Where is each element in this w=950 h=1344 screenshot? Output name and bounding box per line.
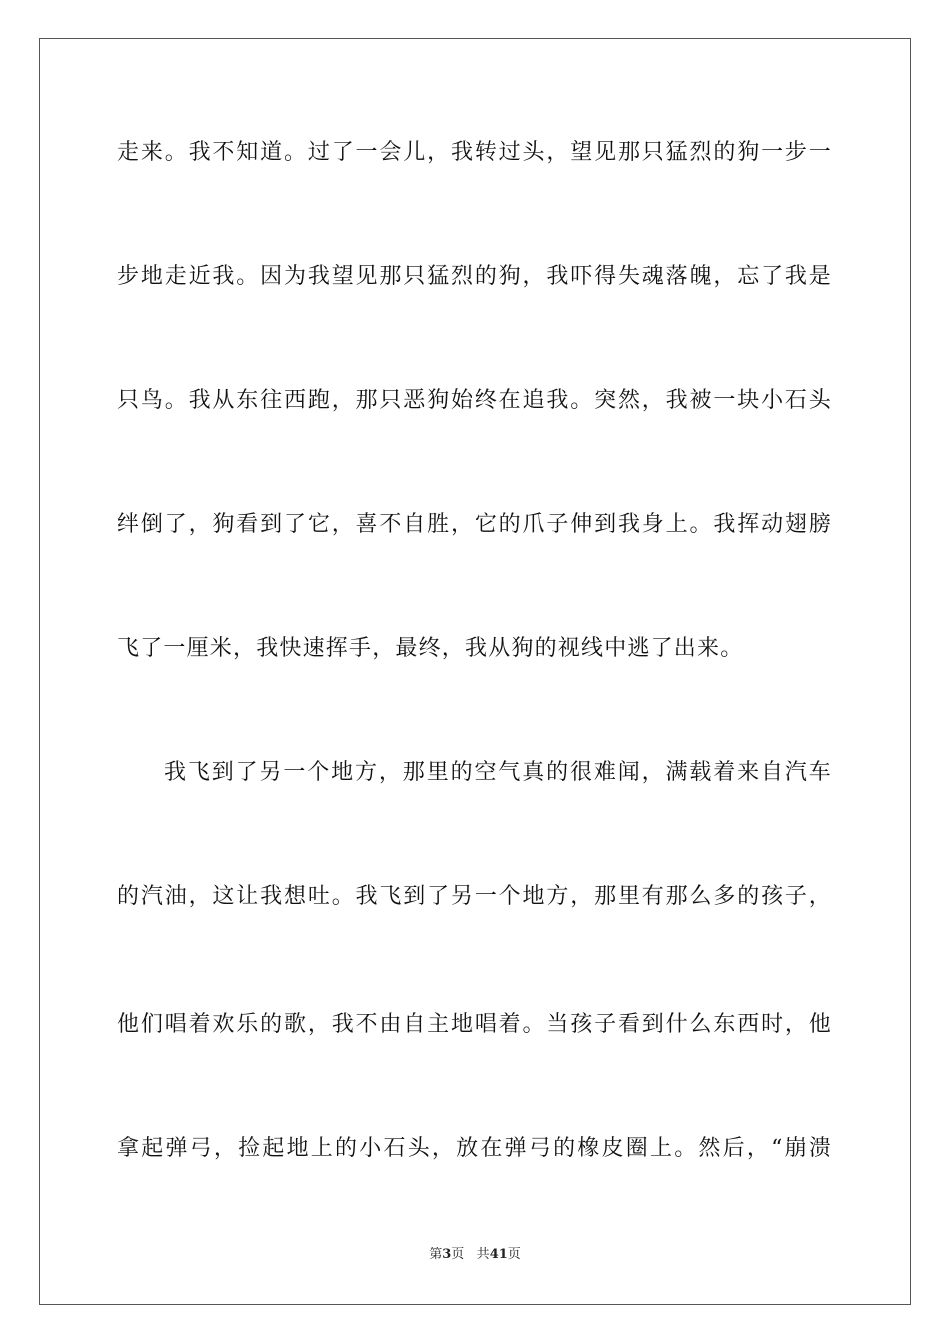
page-suffix: 页 [451, 1247, 465, 1262]
total-suffix: 页 [507, 1247, 521, 1262]
text-line-7: 的汽油，这让我想吐。我飞到了另一个地方，那里有那么多的孩子， [117, 884, 832, 909]
text-line-5: 飞了一厘米，我快速挥手，最终，我从狗的视线中逃了出来。 [117, 636, 744, 661]
total-pages: 41 [489, 1247, 508, 1262]
text-line-4: 绊倒了，狗看到了它，喜不自胜，它的爪子伸到我身上。我挥动翅膀 [117, 512, 832, 537]
text-line-3: 只鸟。我从东往西跑，那只恶狗始终在追我。突然，我被一块小石头 [117, 388, 832, 413]
text-line-9: 拿起弹弓，捡起地上的小石头，放在弹弓的橡皮圈上。然后，“崩溃 [117, 1136, 832, 1161]
total-prefix: 共 [476, 1247, 490, 1262]
page-prefix: 第 [429, 1247, 443, 1262]
text-line-6: 我飞到了另一个地方，那里的空气真的很难闻，满载着来自汽车 [164, 760, 832, 785]
text-line-1: 走来。我不知道。过了一会儿，我转过头，望见那只猛烈的狗一步一 [117, 140, 832, 165]
text-line-8: 他们唱着欢乐的歌，我不由自主地唱着。当孩子看到什么东西时，他 [117, 1012, 832, 1037]
page-number: 3 [442, 1247, 452, 1262]
page-border [39, 38, 911, 1305]
text-line-2: 步地走近我。因为我望见那只猛烈的狗，我吓得失魂落魄，忘了我是 [117, 264, 832, 289]
page-footer [0, 1247, 950, 1263]
